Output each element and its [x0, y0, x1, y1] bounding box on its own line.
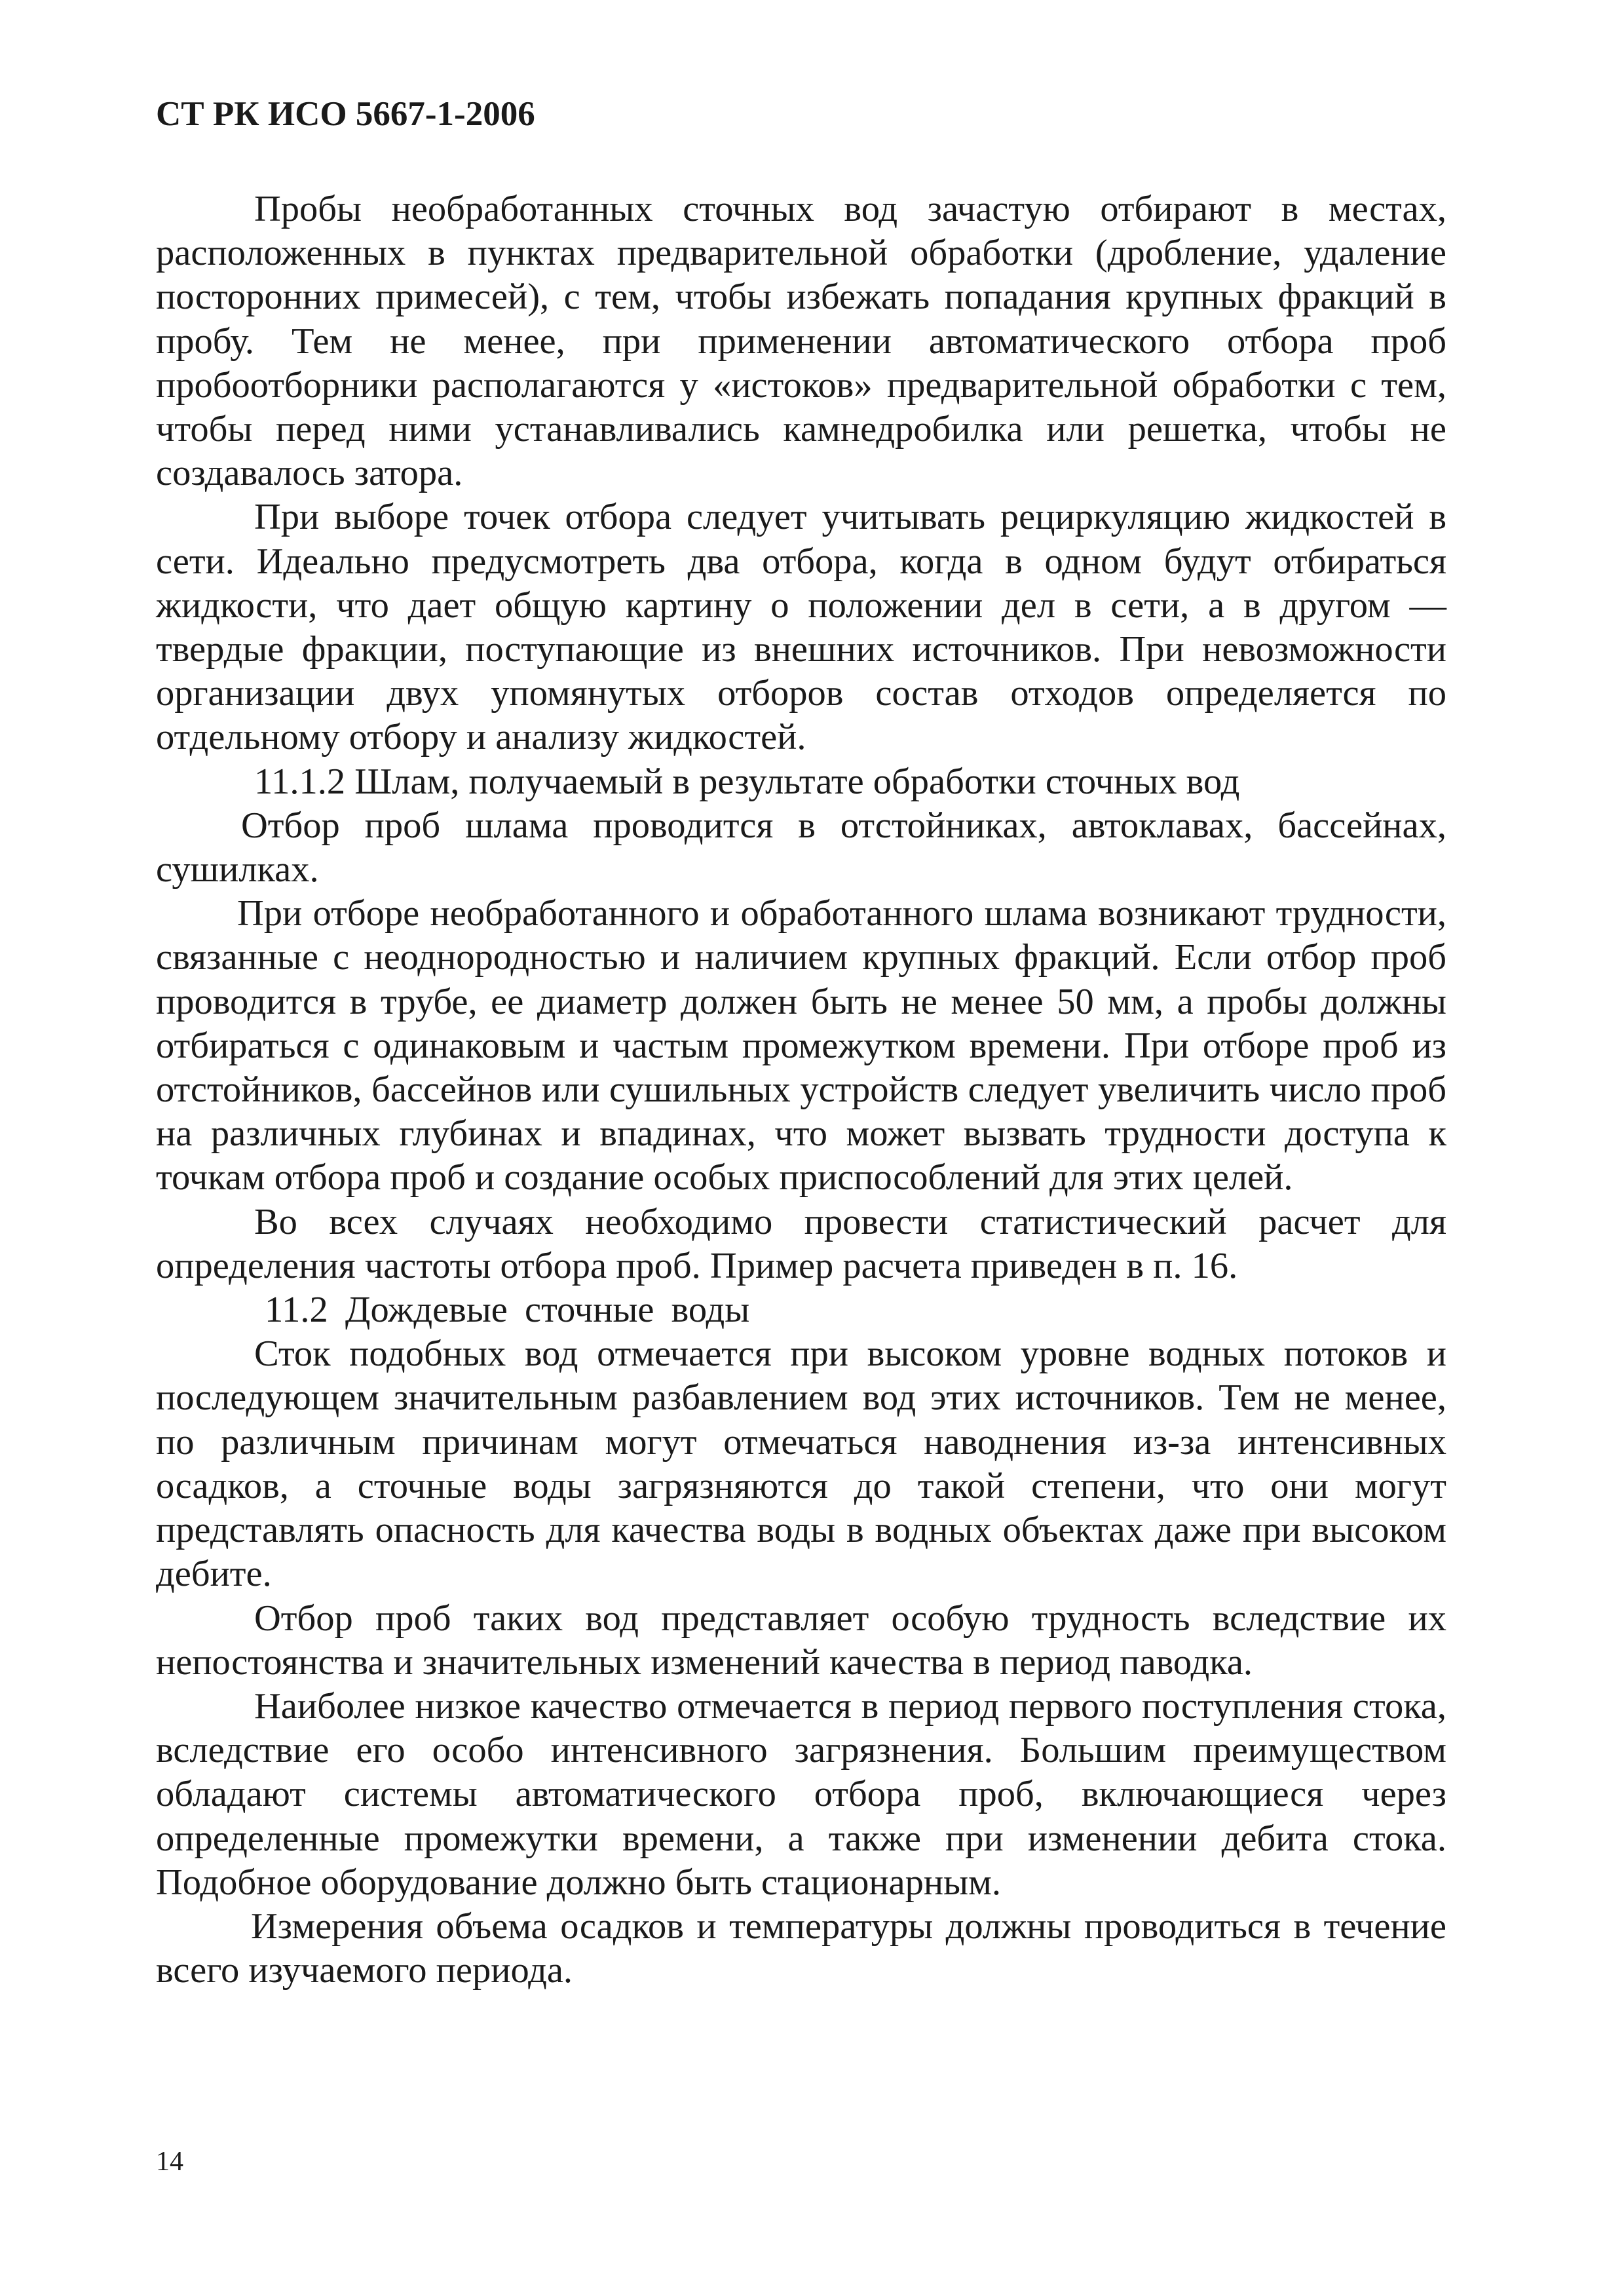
paragraph-storm-sampling-difficulty: Отбор проб таких вод представляет особую трудность вследствие их непостоянства и значительных изменений качества в период паводка.: [156, 1598, 1446, 1683]
section-heading-11-1-2: 11.1.2 Шлам, получаемый в результате обработки сточных вод: [254, 761, 1240, 802]
page-number: 14: [156, 2147, 183, 2177]
paragraph-first-flush-quality: Наиболее низкое качество отмечается в период первого поступления стока, вследствие его особо интенсивного загрязнения. Большим преимуществом обладают системы автоматического отбора проб, включающиеся через определенные промежутки времени, а также при изменении дебита стока. Подобное оборудование должно быть стационарным.: [156, 1685, 1446, 1903]
paragraph-sludge-sampling-locations: Отбор проб шлама проводится в отстойниках, автоклавах, бассейнах, сушилках.: [156, 805, 1446, 890]
document-body: [156, 187, 1446, 1993]
paragraph-sampling-points: При выборе точек отбора следует учитывать рециркуляцию жидкостей в сети. Идеально предусмотреть два отбора, когда в одном будут отбираться жидкости, что дает общую картину о положении дел в сети, а в другом — твердые фракции, поступающие из внешних источников. При невозможности организации двух упомянутых отборов состав отходов определяется по отдельному отбору и анализу жидкостей.: [156, 497, 1446, 758]
paragraph-raw-wastewater-sampling: Пробы необработанных сточных вод зачастую отбирают в местах, расположенных в пунктах предварительной обработки (дробление, удаление посторонних примесей), с тем, чтобы избежать попадания крупных фракций в пробу. Тем не менее, при применении автоматического отбора проб пробоотборники располагаются у «истоков» предварительной обработки с тем, чтобы перед ними устанавливались камнедробилка или решетка, чтобы не создавалось затора.: [156, 189, 1446, 494]
paragraph-precipitation-measurements: Измерения объема осадков и температуры должны проводиться в течение всего изучаемого периода.: [156, 1905, 1446, 1991]
page-header-standard-code: СТ РК ИСО 5667-1-2006: [156, 95, 535, 133]
paragraph-statistical-calculation: Во всех случаях необходимо провести статистический расчет для определения частоты отбора проб. Пример расчета приведен в п. 16.: [156, 1201, 1446, 1286]
paragraph-sludge-sampling-difficulties: При отборе необработанного и обработанного шлама возникают трудности, связанные с неоднородностью и наличием крупных фракций. Если отбор проб проводится в трубе, ее диаметр должен быть не менее 50 мм, а пробы должны отбираться с одинаковым и частым промежутком времени. При отборе проб из отстойников, бассейнов или сушильных устройств следует увеличить число проб на различных глубинах и впадинах, что может вызвать трудности доступа к точкам отбора проб и создание особых приспособлений для этих целей.: [156, 893, 1446, 1198]
paragraph-storm-runoff: Сток подобных вод отмечается при высоком уровне водных потоков и последующем значительным разбавлением вод этих источников. Тем не менее, по различным причинам могут отмечаться наводнения из-за интенсивных осадков, а сточные воды загрязняются до такой степени, что они могут представлять опасность для качества воды в водных объектах даже при высоком дебите.: [156, 1333, 1446, 1595]
section-heading-11-2: 11.2 Дождевые сточные воды: [265, 1290, 750, 1331]
